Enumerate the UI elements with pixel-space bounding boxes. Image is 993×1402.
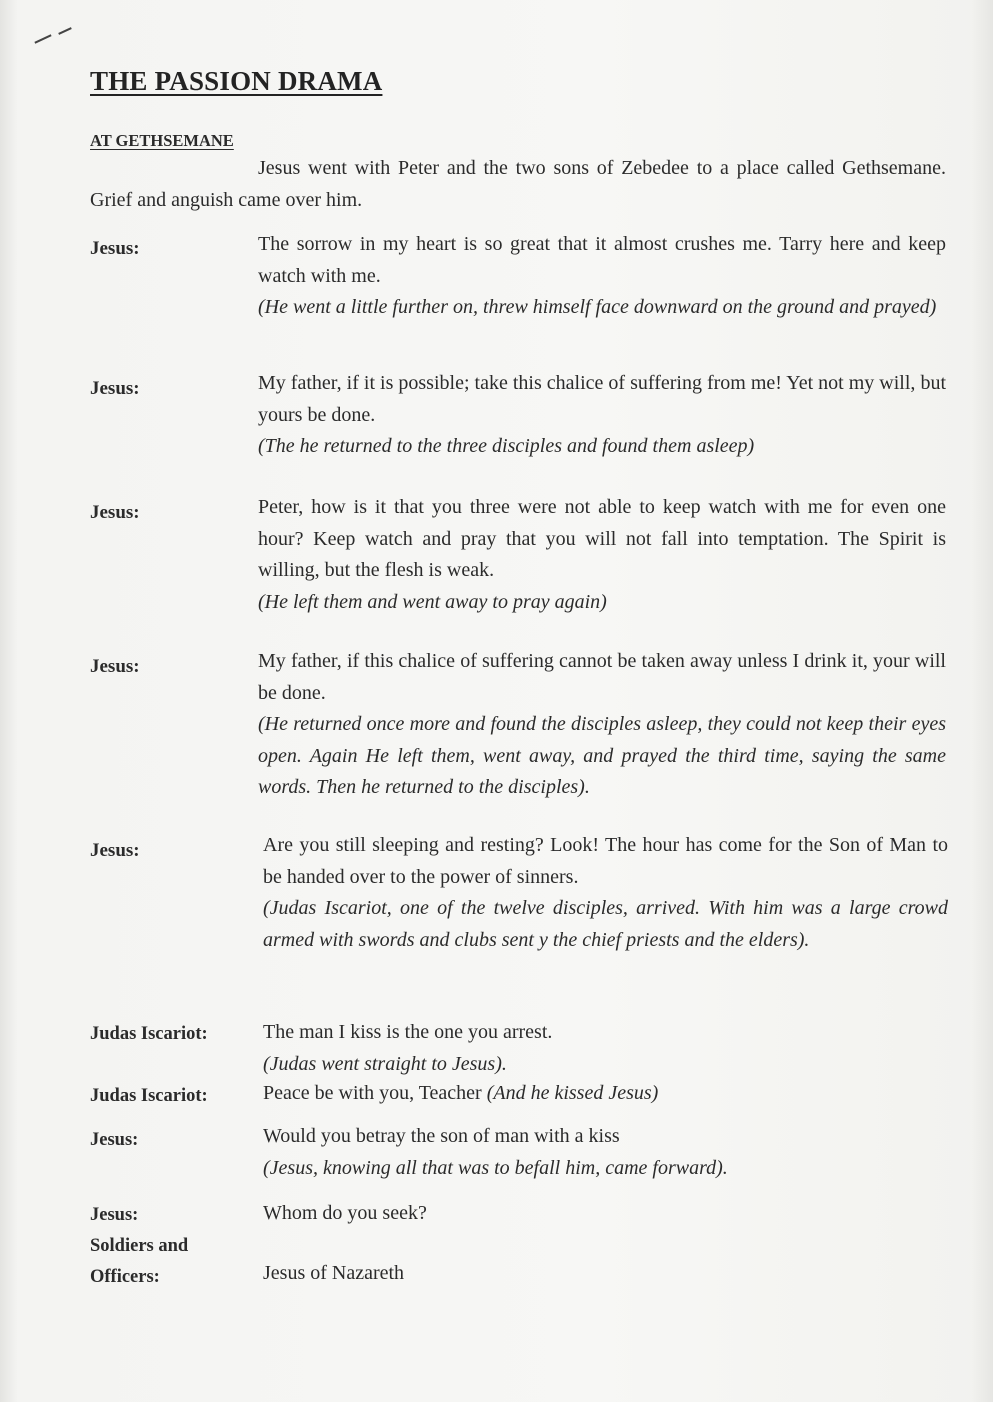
intro-paragraph: Jesus went with Peter and the two sons of Zebedee to a place called Gethsemane. Grief and anguish came over him. <box>90 157 946 211</box>
stage-direction: (He returned once more and found the disciples asleep, they could not keep their eyes open. Again He left them, went away, and prayed the third time, saying the same words. Then he returned to the disciples). <box>258 713 946 798</box>
dialogue-block <box>258 646 946 804</box>
dialogue-block <box>263 1198 948 1230</box>
speaker-label: Jesus: <box>90 840 140 861</box>
dialogue-line: Jesus of Nazareth <box>263 1262 405 1284</box>
speaker-label: Soldiers and Officers: <box>90 1236 189 1287</box>
speaker-label: Jesus: <box>90 378 140 399</box>
speaker-label: Jesus: <box>90 1130 139 1150</box>
dialogue-block <box>263 1017 948 1080</box>
stage-direction: (Judas went straight to Jesus). <box>263 1052 507 1075</box>
dialogue-block <box>263 1121 948 1184</box>
dialogue-block <box>258 368 946 463</box>
stage-direction: (The he returned to the three disciples and found them asleep) <box>258 435 755 457</box>
page-title: THE PASSION DRAMA <box>90 66 383 96</box>
dialogue-line: My father, if it is possible; take this chalice of suffering from me! Yet not my will, but yours be done. <box>258 372 946 426</box>
speaker-label: Judas Iscariot: <box>90 1024 208 1044</box>
dialogue-block <box>258 229 946 324</box>
dialogue-block <box>263 1078 948 1110</box>
dialogue-line: Peter, how is it that you three were not able to keep watch with me for even one hour? Keep watch and pray that you will not fall into temptation. The Spirit is willing, but the flesh is weak. <box>258 496 946 581</box>
dialogue-line: The man I kiss is the one you arrest. <box>263 1021 553 1043</box>
dialogue-line: Would you betray the son of man with a kiss <box>263 1125 620 1147</box>
stage-direction: (He left them and went away to pray again) <box>258 590 607 613</box>
dialogue-block <box>258 492 946 618</box>
fold-mark <box>34 34 51 43</box>
stage-direction: (Jesus, knowing all that was to befall him, came forward). <box>263 1156 728 1179</box>
speaker-label: Jesus: <box>90 1205 139 1225</box>
dialogue-line: Whom do you seek? <box>263 1202 427 1224</box>
stage-direction: (He went a little further on, threw himself face downward on the ground and prayed) <box>258 296 937 318</box>
section-heading: AT GETHSEMANE <box>90 131 234 150</box>
dialogue-block <box>263 830 948 956</box>
stage-direction: (And he kissed Jesus) <box>486 1082 659 1104</box>
dialogue-line: My father, if this chalice of suffering cannot be taken away unless I drink it, your will be done. <box>258 650 946 704</box>
speaker-label: Jesus: <box>90 238 140 259</box>
dialogue-block <box>263 1258 948 1290</box>
stage-direction: (Judas Iscariot, one of the twelve disciples, arrived. With him was a large crowd armed with swords and clubs sent y the chief priests and the elders). <box>263 897 948 951</box>
speaker-label: Jesus: <box>90 502 140 523</box>
dialogue-line: The sorrow in my heart is so great that it almost crushes me. Tarry here and keep watch with me. <box>258 233 946 287</box>
dialogue-line: Are you still sleeping and resting? Look! The hour has come for the Son of Man to be handed over to the power of sinners. <box>263 834 948 888</box>
dialogue-line: Peace be with you, Teacher <box>263 1082 482 1104</box>
speaker-label: Jesus: <box>90 656 140 677</box>
speaker-label: Judas Iscariot: <box>90 1086 208 1106</box>
fold-mark <box>58 27 72 35</box>
